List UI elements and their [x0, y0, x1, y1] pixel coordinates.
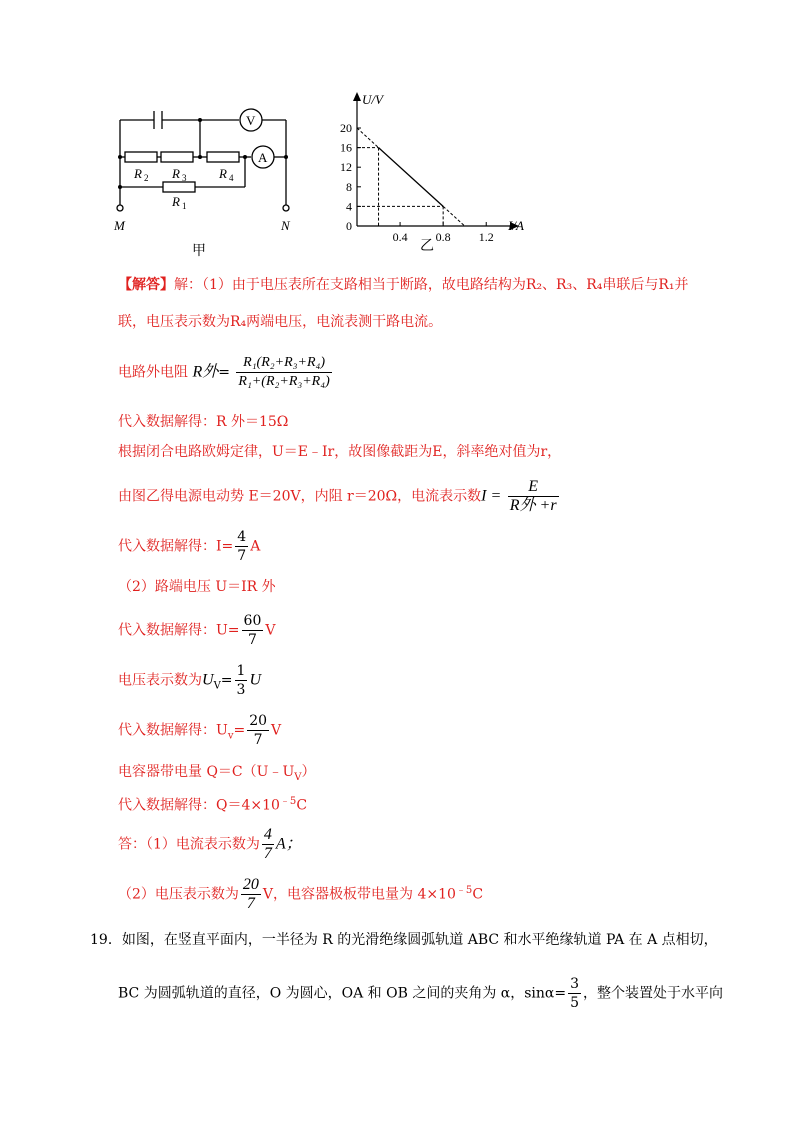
voltmeter-formula-line: 电压表示数为$U_V=$ $\frac{1}{3}$ U [118, 663, 262, 698]
resistor-r4 [207, 152, 239, 162]
svg-text:1: 1 [182, 201, 187, 211]
answer-2-line: （2）电压表示数为 $\frac{20}{7}$ V，电容器极板带电量为 $4\times 10^{﹣5}C$ [118, 876, 484, 912]
solution-label: 【解答】 [118, 277, 174, 293]
svg-text:M: M [114, 218, 125, 233]
question-19-line-2: BC 为圆弧轨道的直径，O 为圆心，OA 和 OB 之间的夹角为 α，sinα= $\frac{3}{5}$ ，整个装置处于水平向 [118, 976, 724, 1011]
x-axis-label: I/A [508, 218, 524, 233]
svg-text:R: R [172, 166, 180, 181]
voltmeter-result-line: 代入数据解得：$U_v=$ $\frac{20}{7}$ V [118, 713, 282, 748]
substitute-line-1: 代入数据解得：R 外＝15Ω [118, 414, 289, 430]
svg-text:3: 3 [182, 173, 187, 183]
voltage-result-line: 代入数据解得：U= $\frac{60}{7}$ V [118, 613, 276, 648]
emf-line: 由图乙得电源电动势 E＝20V，内阻 r＝20Ω，电流表示数I = $\frac{E}{\text{R外 +r}}$ [118, 478, 557, 514]
x-tick-label: 0.4 [392, 230, 408, 244]
ui-graph [330, 88, 550, 258]
extension-dash-lower [443, 206, 465, 226]
svg-text:R: R [134, 166, 142, 181]
y-tick-label: 8 [346, 179, 352, 194]
y-tick-label: 12 [340, 160, 352, 175]
solution-line-1: 【解答】解：（1）由于电压表所在支路相当于断路，故电路结构为R₂、R₃、R₄串联后与R₁并 [118, 277, 689, 293]
solution-line-2: 联，电压表示数为R₄两端电压，电流表测干路电流。 [118, 314, 443, 330]
voltmeter-label: V [246, 113, 256, 128]
graph-caption: 乙 [420, 239, 434, 254]
svg-text:4: 4 [229, 173, 234, 183]
svg-text:R: R [172, 194, 180, 209]
question-19-line-1: 19．如图，在竖直平面内，一半径为 R 的光滑绝缘圆弧轨道 ABC 和水平绝缘轨道 PA 在 A 点相切， [90, 932, 718, 948]
resistor-r3 [161, 152, 193, 162]
y-tick-label: 4 [346, 199, 352, 214]
resistor-r1 [163, 182, 195, 192]
y-tick-label: 16 [340, 140, 352, 155]
y-tick-label: 0 [346, 219, 352, 233]
capacitor-line: 电容器带电量 $Q=C(U﹣U_V)$ [118, 764, 316, 783]
part2-line: （2）路端电压 U＝IR 外 [118, 579, 276, 595]
y-axis-label: U/V [362, 92, 383, 107]
svg-text:N: N [281, 218, 290, 233]
x-tick-label: 1.2 [478, 230, 494, 244]
ui-line [379, 148, 444, 207]
resistor-r2 [125, 152, 157, 162]
ammeter-label: A [258, 150, 268, 165]
y-tick-label: 20 [340, 121, 352, 135]
ohm-law-line: 根据闭合电路欧姆定律，U＝E﹣Ir，故图像截距为E，斜率绝对值为r， [118, 444, 562, 460]
circuit-caption: 甲 [192, 244, 206, 259]
answer-1-line: 答：（1）电流表示数为 $\frac{4}{7}$ A； [118, 826, 302, 862]
circuit-diagram [108, 100, 308, 265]
svg-text:R: R [219, 166, 227, 181]
charge-result-line: 代入数据解得：$Q=4\times 10^{﹣5}C$ [118, 796, 308, 814]
extension-dash-upper [357, 128, 379, 148]
svg-text:2: 2 [144, 173, 149, 183]
ext-res-line: 电路外电阻 R外= $\frac{\text{R₁(R₂+R₃+R₄)}}{\text{R₁+(R₂+R₃+R₄)}}$ [118, 355, 330, 389]
x-tick-label: 0.8 [435, 230, 451, 244]
current-result-line: 代入数据解得：I= $\frac{4}{7}$ A [118, 529, 261, 564]
